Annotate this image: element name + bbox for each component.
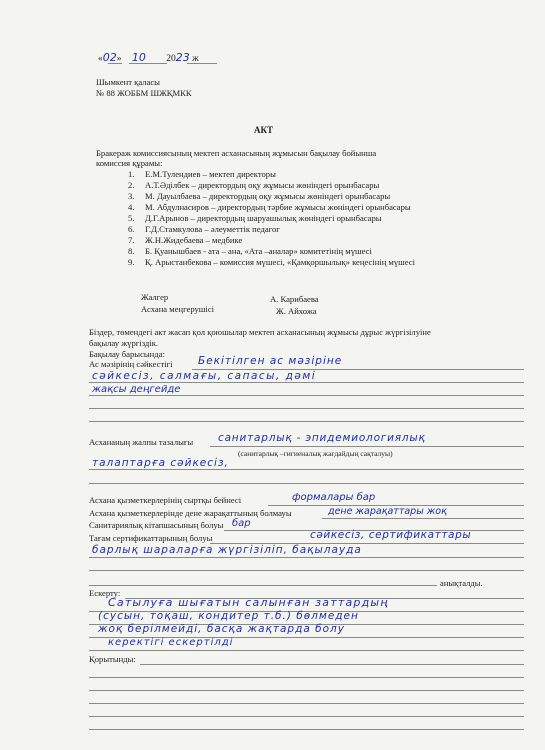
cert-hand-1: сәйкесіз, сертификаттары: [310, 529, 472, 541]
injury-label: Асхана қызметкерлерінде дене жарақаттының болмауы: [89, 508, 292, 518]
sanbook-label: Санитариялық кітапшасының болуы: [89, 520, 224, 530]
clean-label: Асхананың жалпы тазалығы: [89, 437, 194, 447]
list-item: 7. Ж.Н.Жидебаева – медбике: [128, 235, 243, 245]
date-line: «02» 10 2023 ж: [98, 51, 199, 64]
city: Шымкент қаласы: [96, 77, 160, 87]
clean-hand-1: санитарлық - эпидемиологиялық: [218, 432, 426, 444]
body-line-2: бақылау жүргіздік.: [89, 338, 159, 348]
note-hand-2: (сусын, тоқаш, кондитер т.б.) бөлмеден: [98, 610, 359, 622]
date-month: 10: [131, 51, 146, 64]
clean-hand-2: талаптарға сәйкесіз,: [92, 457, 229, 469]
list-item: 4. М. Абдулнасиров – директордың тәрбие жұмысы жөніндегі орынбасары: [128, 202, 411, 212]
injury-hand: дене жарақаттары жоқ: [328, 506, 447, 517]
conclusion-label: Қорытынды:: [89, 654, 136, 664]
canteen-head-name: Ж. Айхожа: [276, 306, 317, 316]
body-line-3: Бақылау барысында:: [89, 349, 165, 359]
note-hand-3: жоқ берілмейді, басқа жақтарда болу: [98, 623, 345, 635]
menu-hand-2: сәйкесіз, салмағы, сапасы, дәмі: [92, 370, 317, 382]
cert-hand-2: барлық шараларға жүргізіліп, бақылауда: [92, 544, 362, 556]
tenant-label: Жалгер: [141, 292, 169, 302]
appearance-hand: формалары бар: [292, 492, 376, 503]
list-item: 1. Е.М.Тулендиев – мектеп директоры: [128, 169, 276, 179]
canteen-head-label: Асхана меңгерушісі: [141, 304, 215, 314]
list-item: 6. Г.Д.Стамкулова – әлеуметтік педагог: [128, 224, 280, 234]
identified-label: анықталды.: [440, 578, 483, 588]
date-day: 02: [102, 51, 117, 64]
date-year-prefix: 20: [166, 54, 176, 64]
note-label: Ескерту:: [89, 588, 121, 598]
menu-label: Ас мәзірінің сәйкестігі: [89, 359, 173, 369]
list-item: 8. Б. Қуанышбаев - ата – ана, «Ата –аналар» комитетінің мүшесі: [128, 246, 372, 256]
menu-hand-3: жақсы деңгейде: [92, 384, 181, 395]
date-year-suffix: 23: [175, 51, 190, 64]
body-line-1: Біздер, төмендегі акт жасап қол қоюшылар мектеп асханасының жұмысы дұрыс жүргізілуіне: [89, 327, 431, 337]
note-hand-1: Сатылуға шығатын салынған заттардың: [108, 596, 389, 609]
date-year-unit: ж: [192, 54, 199, 64]
sanbook-hand: бар: [232, 518, 251, 529]
tenant-name: А. Карибаева: [270, 294, 319, 304]
list-item: 3. М. Дауылбаева – директордың оқу жұмысы жөніндегі орынбасары: [128, 191, 391, 201]
intro-line-2: комиссия құрамы:: [96, 158, 163, 168]
appearance-label: Асхана қызметкерлерінің сыртқы бейнесі: [89, 495, 242, 505]
list-item: 9. Қ. Арыстанбекова – комиссия мүшесі, «Қамқоршылық» кеңесінің мүшесі: [128, 257, 416, 267]
school: № 88 ЖОББМ ШЖҚМКК: [96, 88, 192, 98]
note-hand-4: керектігі ескертілді: [108, 637, 234, 648]
menu-hand-1: Бекітілген ас мәзіріне: [198, 355, 343, 367]
document-title: АКТ: [254, 125, 274, 135]
clean-note: (санитарлық –гигиеналық жағдайдың сақталуы): [238, 449, 393, 458]
intro-line-1: Бракераж комиссиясының мектеп асханасының жұмысын бақылау бойынша: [96, 148, 377, 158]
cert-label: Тағам сертификаттарының болуы: [89, 533, 213, 543]
list-item: 2. А.Т.Әділбек – директордың оқу жұмысы жөніндегі орынбасары: [128, 180, 380, 190]
list-item: 5. Д.Г.Арынов – директордың шаруашылық жөніндегі орынбасары: [128, 213, 382, 223]
